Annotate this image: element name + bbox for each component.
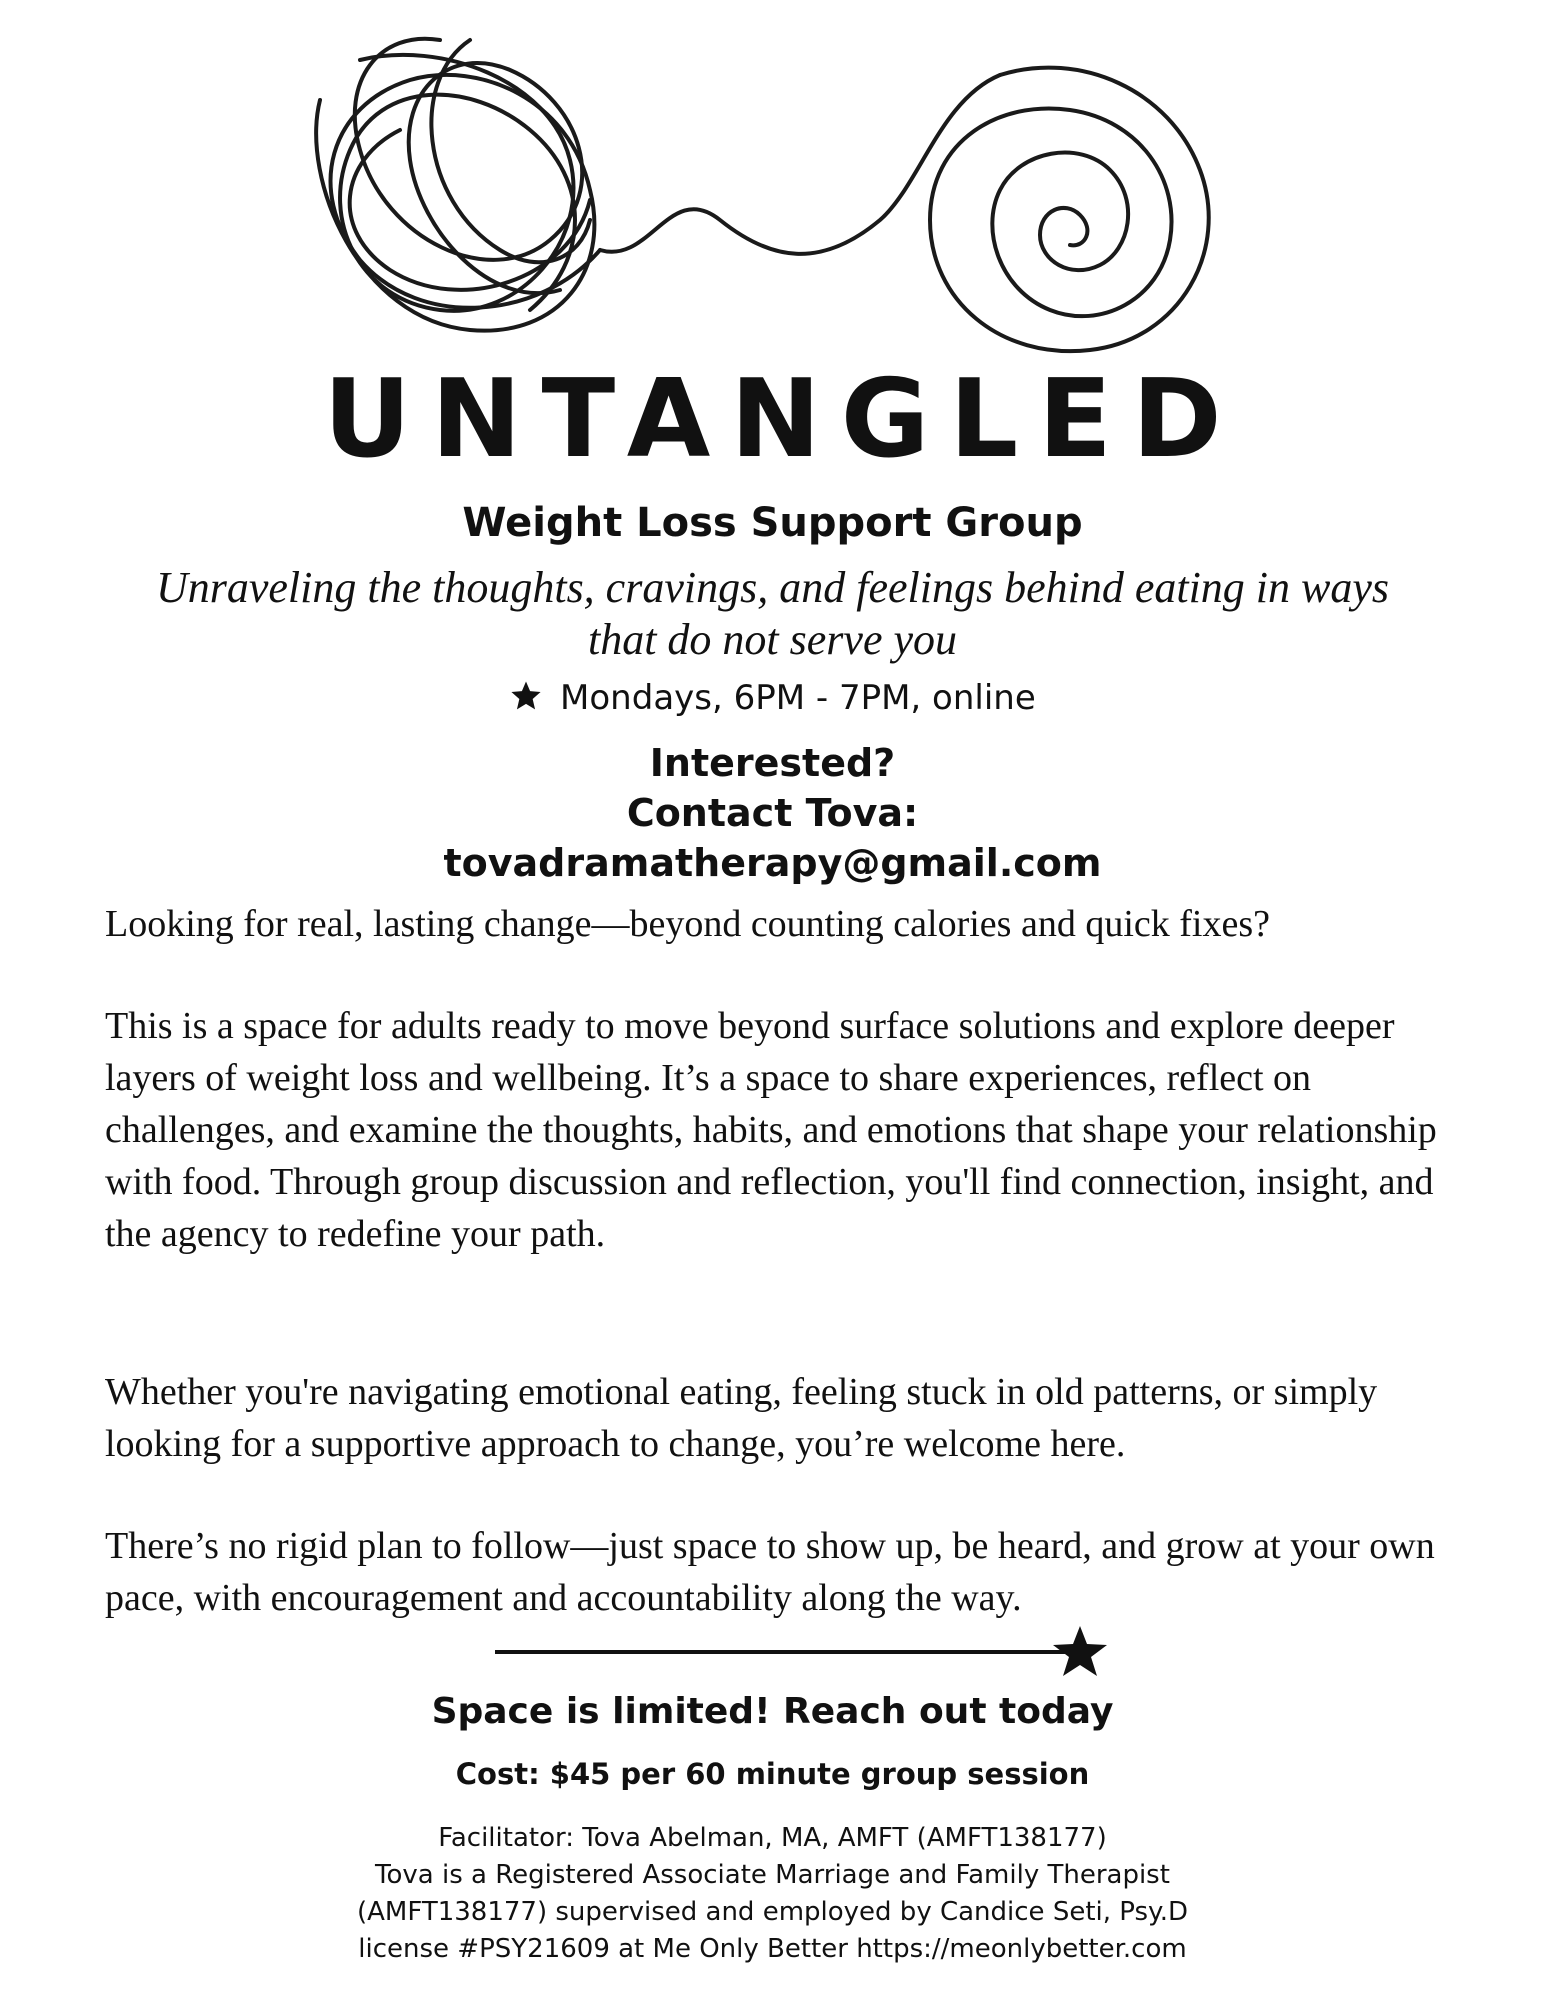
contact-block bbox=[0, 738, 1545, 888]
paragraph-description: This is a space for adults ready to move beyond surface solutions and explore deeper layers of weight loss and wellbeing. It’s a space to share experiences, reflect on challenges, and examine the thoughts, habits, and emotions that shape your relationship with food. Through group discussion and reflection, you'll find connection, insight, and the agency to redefine your path. bbox=[105, 1005, 1437, 1255]
schedule-line bbox=[0, 676, 1545, 720]
credit-line-facilitator: Facilitator: Tova Abelman, MA, AMFT (AMFT138177) bbox=[438, 1823, 1107, 1853]
paragraph-welcome: Whether you're navigating emotional eating, feeling stuck in old patterns, or simply looking for a supportive approach to change, you’re welcome here. bbox=[105, 1371, 1378, 1465]
paragraph-intro: Looking for real, lasting change—beyond counting calories and quick fixes? bbox=[105, 903, 1270, 945]
paragraph-approach: There’s no rigid plan to follow—just space to show up, be heard, and grow at your own pace, with encouragement and accountability along the way. bbox=[105, 1525, 1435, 1619]
subtitle: Weight Loss Support Group bbox=[462, 500, 1083, 546]
credit-line-registration: Tova is a Registered Associate Marriage and Family Therapist bbox=[375, 1860, 1170, 1890]
facilitator-credits bbox=[0, 1820, 1545, 1968]
contact-line-interested: Interested? bbox=[649, 741, 896, 785]
tangled-line-to-spiral-logo-icon bbox=[300, 20, 1260, 360]
contact-email[interactable]: tovadramatherapy@gmail.com bbox=[443, 841, 1102, 885]
cost-line: Cost: $45 per 60 minute group session bbox=[455, 1757, 1090, 1791]
credit-line-supervision: (AMFT138177) supervised and employed by Candice Seti, Psy.D bbox=[356, 1897, 1188, 1927]
line-with-star-icon bbox=[495, 1622, 1115, 1682]
contact-line-name: Contact Tova: bbox=[626, 791, 919, 835]
tagline: Unraveling the thoughts, cravings, and feelings behind eating in ways that do not serve you bbox=[155, 563, 1390, 664]
credit-line-license: license #PSY21609 at Me Only Better https://meonlybetter.com bbox=[358, 1934, 1187, 1964]
brand-title: UNTANGLED bbox=[323, 357, 1242, 482]
call-to-action: Space is limited! Reach out today bbox=[431, 1691, 1114, 1732]
star-icon bbox=[509, 679, 543, 713]
schedule-text: Mondays, 6PM - 7PM, online bbox=[560, 678, 1036, 718]
